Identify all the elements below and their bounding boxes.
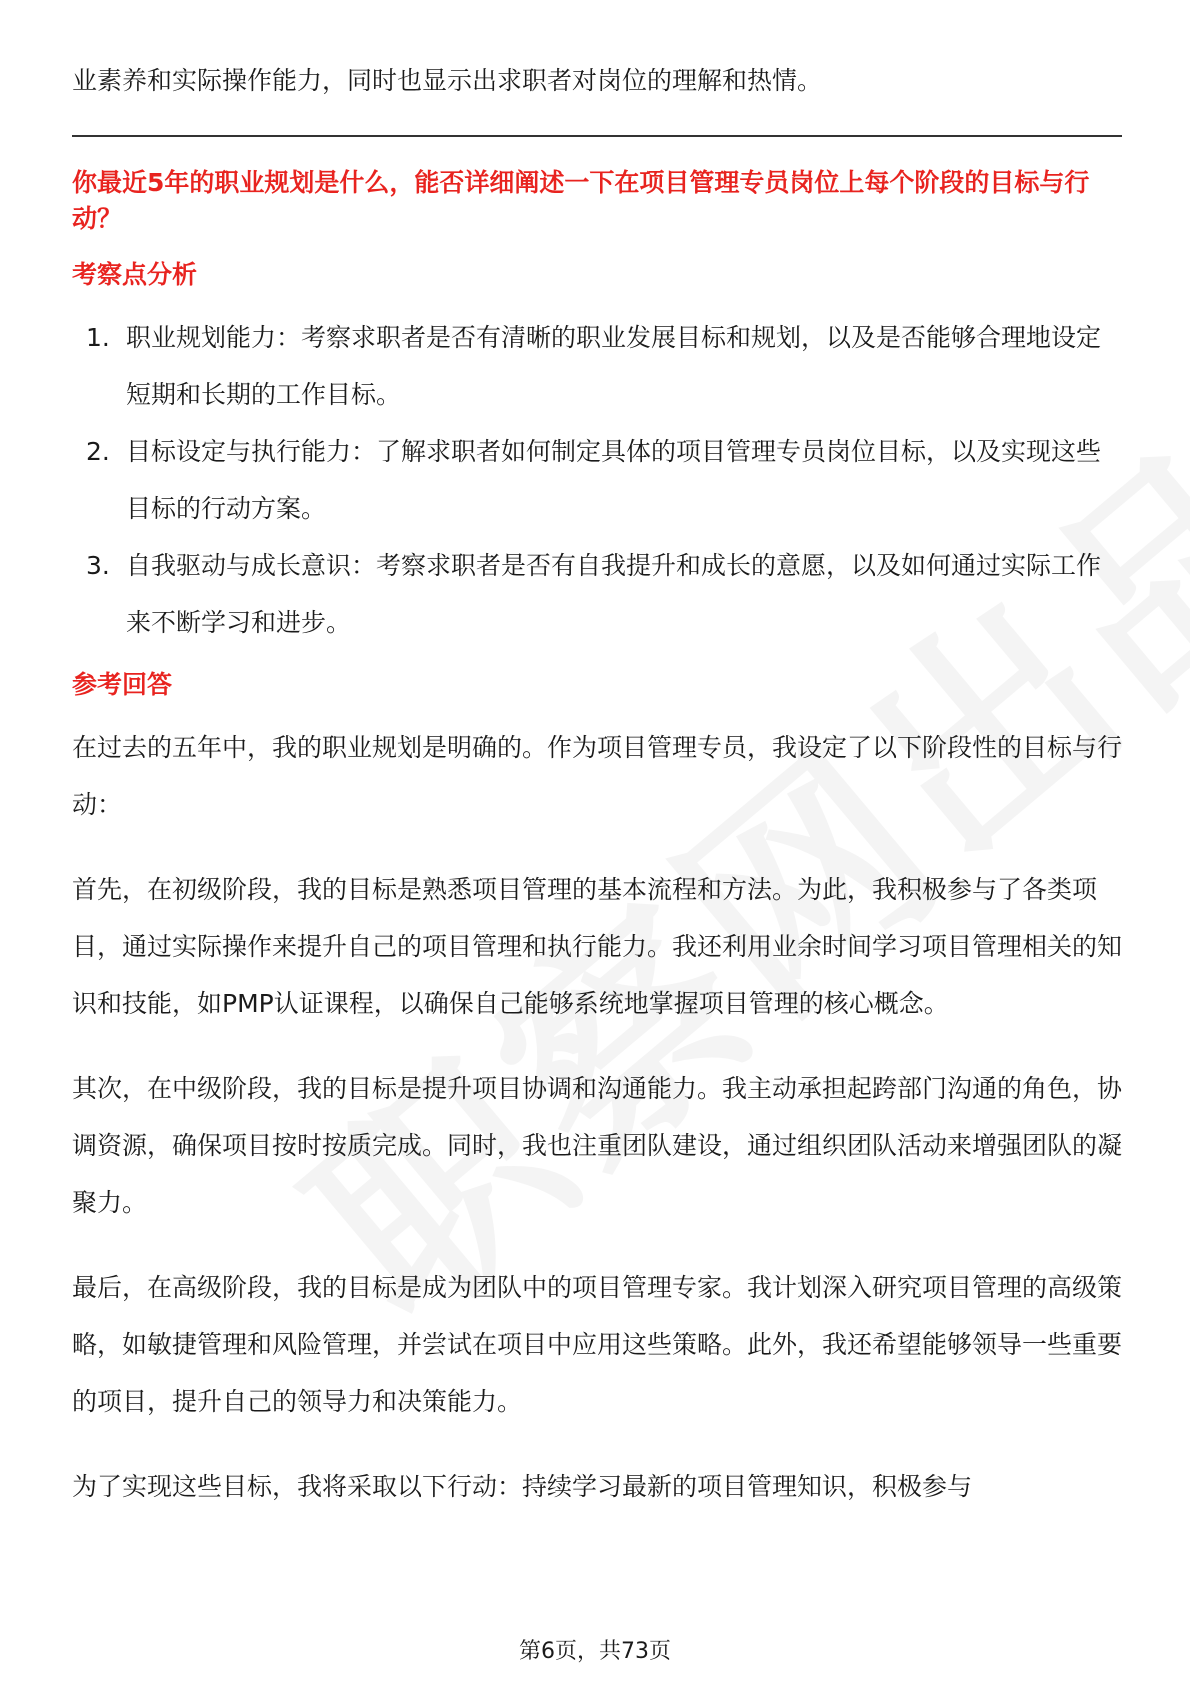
point-text: 职业规划能力：考察求职者是否有清晰的职业发展目标和规划，以及是否能够合理地设定短期和长期的工作目标。 [126, 323, 1102, 409]
page-content [72, 52, 1122, 1515]
interview-question: 你最近5年的职业规划是什么，能否详细阐述一下在项目管理专员岗位上每个阶段的目标与行动？ [72, 168, 1090, 233]
analysis-point [72, 423, 1122, 537]
analysis-point [72, 309, 1122, 423]
point-number: 1. [86, 323, 110, 352]
section-divider [72, 135, 1122, 137]
point-text: 自我驱动与成长意识：考察求职者是否有自我提升和成长的意愿，以及如何通过实际工作来不断学习和进步。 [126, 551, 1102, 637]
answer-heading: 参考回答 [72, 670, 173, 699]
point-number: 2. [86, 437, 110, 466]
analysis-heading: 考察点分析 [72, 260, 198, 289]
intro-tail-paragraph: 业素养和实际操作能力，同时也显示出求职者对岗位的理解和热情。 [72, 66, 823, 95]
analysis-points [72, 309, 1122, 651]
page-footer: 第6页，共73页 [519, 1639, 671, 1664]
answer-paragraph: 其次，在中级阶段，我的目标是提升项目协调和沟通能力。我主动承担起跨部门沟通的角色，协调资源，确保项目按时按质完成。同时，我也注重团队建设，通过组织团队活动来增强团队的凝聚力。 [72, 1074, 1123, 1217]
point-number: 3. [86, 551, 110, 580]
answer-paragraph: 最后，在高级阶段，我的目标是成为团队中的项目管理专家。我计划深入研究项目管理的高级策略，如敏捷管理和风险管理，并尝试在项目中应用这些策略。此外，我还希望能够领导一些重要的项目，提升自己的领导力和决策能力。 [72, 1273, 1123, 1416]
point-text: 目标设定与执行能力：了解求职者如何制定具体的项目管理专员岗位目标，以及实现这些目标的行动方案。 [126, 437, 1102, 523]
answer-paragraph: 为了实现这些目标，我将采取以下行动：持续学习最新的项目管理知识，积极参与 [72, 1472, 973, 1501]
answer-paragraph: 在过去的五年中，我的职业规划是明确的。作为项目管理专员，我设定了以下阶段性的目标与行动： [72, 733, 1123, 819]
analysis-point [72, 537, 1122, 651]
answer-paragraph: 首先，在初级阶段，我的目标是熟悉项目管理的基本流程和方法。为此，我积极参与了各类项目，通过实际操作来提升自己的项目管理和执行能力。我还利用业余时间学习项目管理相关的知识和技能，如PMP认证课程，以确保自己能够系统地掌握项目管理的核心概念。 [72, 875, 1123, 1018]
